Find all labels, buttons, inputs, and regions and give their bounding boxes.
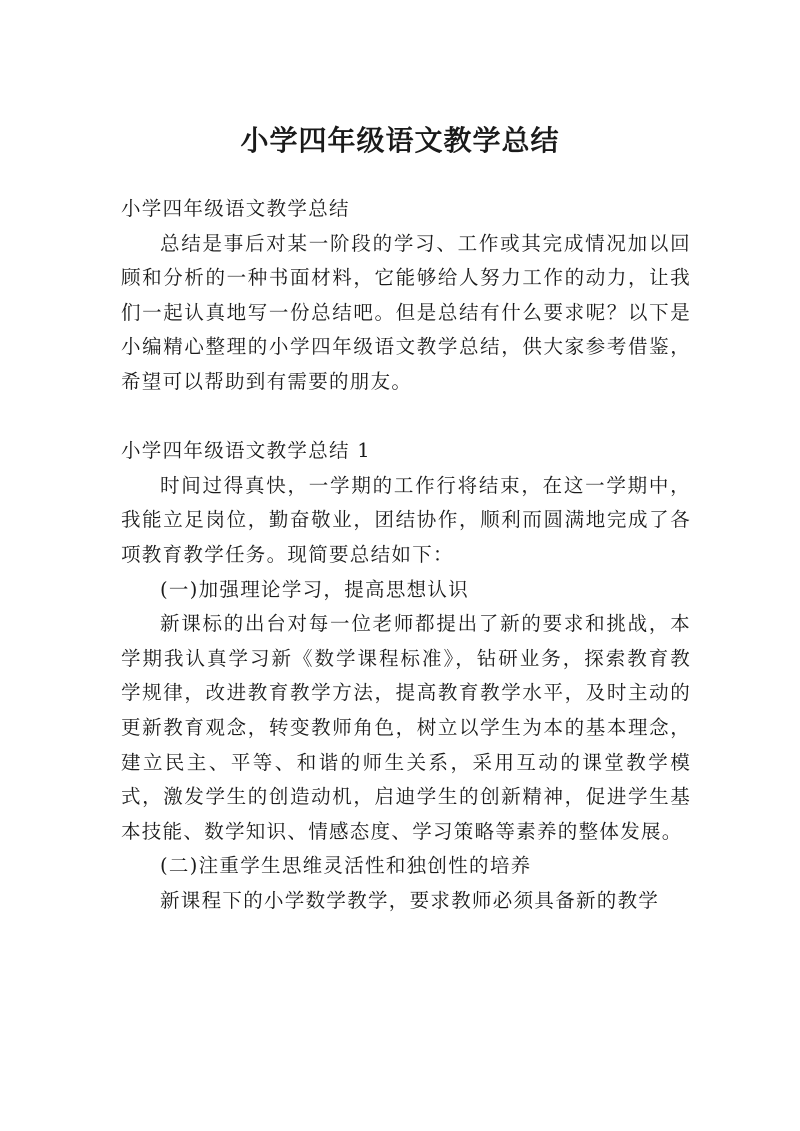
subheading-1: (一)加强理论学习，提高思想认识: [160, 577, 470, 601]
section1-paragraph-3: 新课程下的小学数学教学，要求教师必须具备新的教学: [160, 888, 660, 912]
section1-paragraph-2: 新课标的出台对每一位老师都提出了新的要求和挑战，本学期我认真学习新《数学课程标准》，钻研业务，探索教育教学规律，改进教育教学方法，提高教育教学水平，及时主动的更新教育观念，转变教师角色，树立以学生为本的基本理念，建立民主、平等、和谐的师生关系，采用互动的课堂教学模式，激发学生的创造动机，启迪学生的创新精神，促进学生基本技能、数学知识、情感态度、学习策略等素养的整体发展。: [121, 612, 691, 843]
section1-paragraph-1: 时间过得真快，一学期的工作行将结束，在这一学期中，我能立足岗位，勤奋敬业，团结协作，顺利而圆满地完成了各项教育教学任务。现简要总结如下：: [121, 473, 691, 566]
document-title: 小学四年级语文教学总结: [240, 123, 560, 157]
section-spacer: [121, 400, 691, 435]
document-body: [121, 192, 691, 918]
subheading-2: (二)注重学生思维灵活性和独创性的培养: [160, 854, 532, 878]
intro-heading: 小学四年级语文教学总结: [121, 197, 350, 220]
intro-paragraph: 总结是事后对某一阶段的学习、工作或其完成情况加以回顾和分析的一种书面材料，它能够给人努力工作的动力，让我们一起认真地写一份总结吧。但是总结有什么要求呢？以下是小编精心整理的小学四年级语文教学总结，供大家参考借鉴，希望可以帮助到有需要的朋友。: [121, 231, 691, 393]
section1-heading: 小学四年级语文教学总结 1: [121, 439, 372, 463]
